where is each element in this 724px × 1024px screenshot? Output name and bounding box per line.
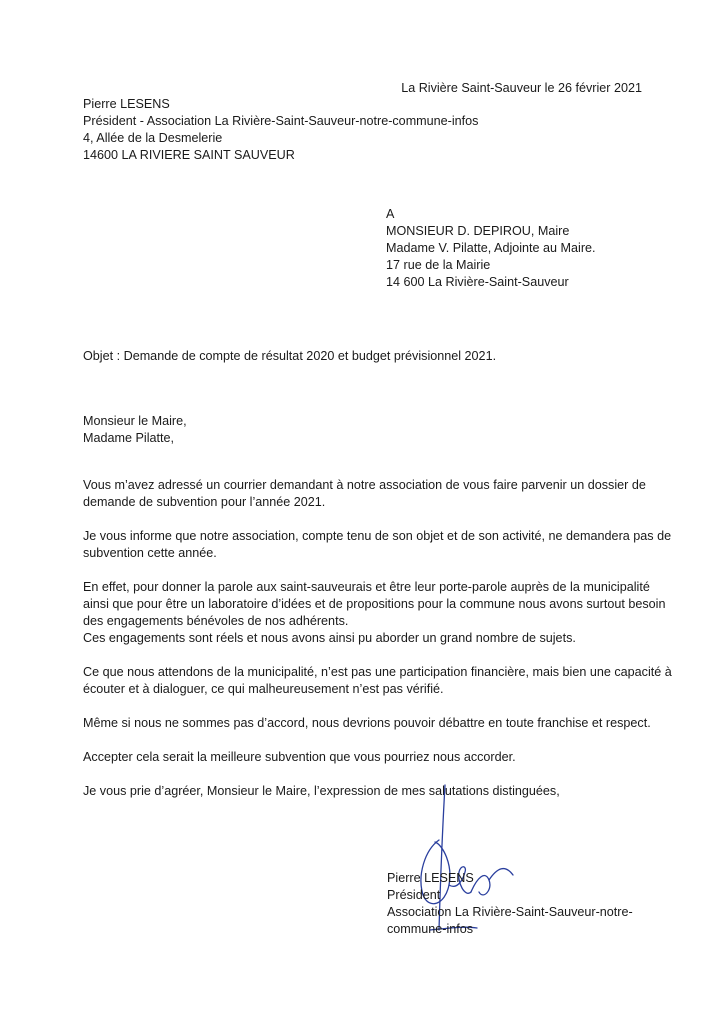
body-line: demande de subvention pour l’année 2021. — [83, 495, 326, 509]
body-line: Accepter cela serait la meilleure subvention que vous pourriez nous accorder. — [83, 750, 516, 764]
body-line: Vous m’avez adressé un courrier demandant à notre association de vous faire parvenir un dossier de — [83, 478, 646, 492]
body-paragraph — [83, 630, 643, 647]
body-line: Ces engagements sont réels et nous avons ainsi pu aborder un grand nombre de sujets. — [83, 631, 576, 645]
signatory-name: Pierre LESENS — [387, 871, 474, 885]
body-paragraph — [83, 715, 651, 732]
sender-city: 14600 LA RIVIERE SAINT SAUVEUR — [83, 148, 295, 162]
body-line: ainsi que pour être un laboratoire d’idées et de propositions pour la commune nous avons surtout besoin — [83, 597, 666, 611]
salutation-line: Madame Pilatte, — [83, 431, 174, 445]
signatory-organization-cont: commune-infos — [387, 922, 474, 936]
closing-paragraph — [83, 783, 643, 800]
letter-subject: Objet : Demande de compte de résultat 2020 et budget prévisionnel 2021. — [83, 349, 497, 363]
body-line: écouter et à dialoguer, ce qui malheureusement n’est pas vérifié. — [83, 682, 444, 696]
recipient-prefix: A — [386, 207, 395, 221]
sender-name: Pierre LESENS — [83, 97, 170, 111]
recipient-address-block — [386, 206, 596, 291]
recipient-mayor: MONSIEUR D. DEPIROU, Maire — [386, 224, 570, 238]
body-paragraph — [83, 749, 643, 766]
recipient-deputy: Madame V. Pilatte, Adjointe au Maire. — [386, 241, 596, 255]
body-line: Ce que nous attendons de la municipalité, n’est pas une participation financière, mais bien une capacité à — [83, 665, 672, 679]
recipient-city: 14 600 La Rivière-Saint-Sauveur — [386, 275, 569, 289]
body-line: des engagements bénévoles de nos adhérents. — [83, 614, 349, 628]
sender-title: Président - Association La Rivière-Saint-Sauveur-notre-commune-infos — [83, 114, 479, 128]
sender-address-block — [83, 96, 478, 164]
recipient-street: 17 rue de la Mairie — [386, 258, 491, 272]
body-paragraph — [83, 528, 672, 562]
body-line: En effet, pour donner la parole aux saint-sauveurais et être leur porte-parole auprès de la municipalité — [83, 580, 650, 594]
signature-block — [387, 870, 633, 938]
body-line: Je vous prie d’agréer, Monsieur le Maire, l’expression de mes salutations distinguées, — [83, 784, 560, 798]
sender-street: 4, Allée de la Desmelerie — [83, 131, 223, 145]
body-line: subvention cette année. — [83, 546, 217, 560]
body-paragraph — [83, 664, 672, 698]
body-paragraph — [83, 579, 666, 630]
body-paragraph — [83, 477, 646, 511]
letter-date: La Rivière Saint-Sauveur le 26 février 2021 — [401, 81, 642, 95]
salutation-block — [83, 413, 187, 447]
body-line: Je vous informe que notre association, compte tenu de son objet et de son activité, ne demandera pas de — [83, 529, 672, 543]
signatory-organization: Association La Rivière-Saint-Sauveur-notre- — [387, 905, 633, 919]
salutation-line: Monsieur le Maire, — [83, 414, 187, 428]
letter-body — [83, 477, 672, 817]
signatory-title: Président — [387, 888, 441, 902]
body-line: Même si nous ne sommes pas d’accord, nous devrions pouvoir débattre en toute franchise et respect. — [83, 716, 651, 730]
